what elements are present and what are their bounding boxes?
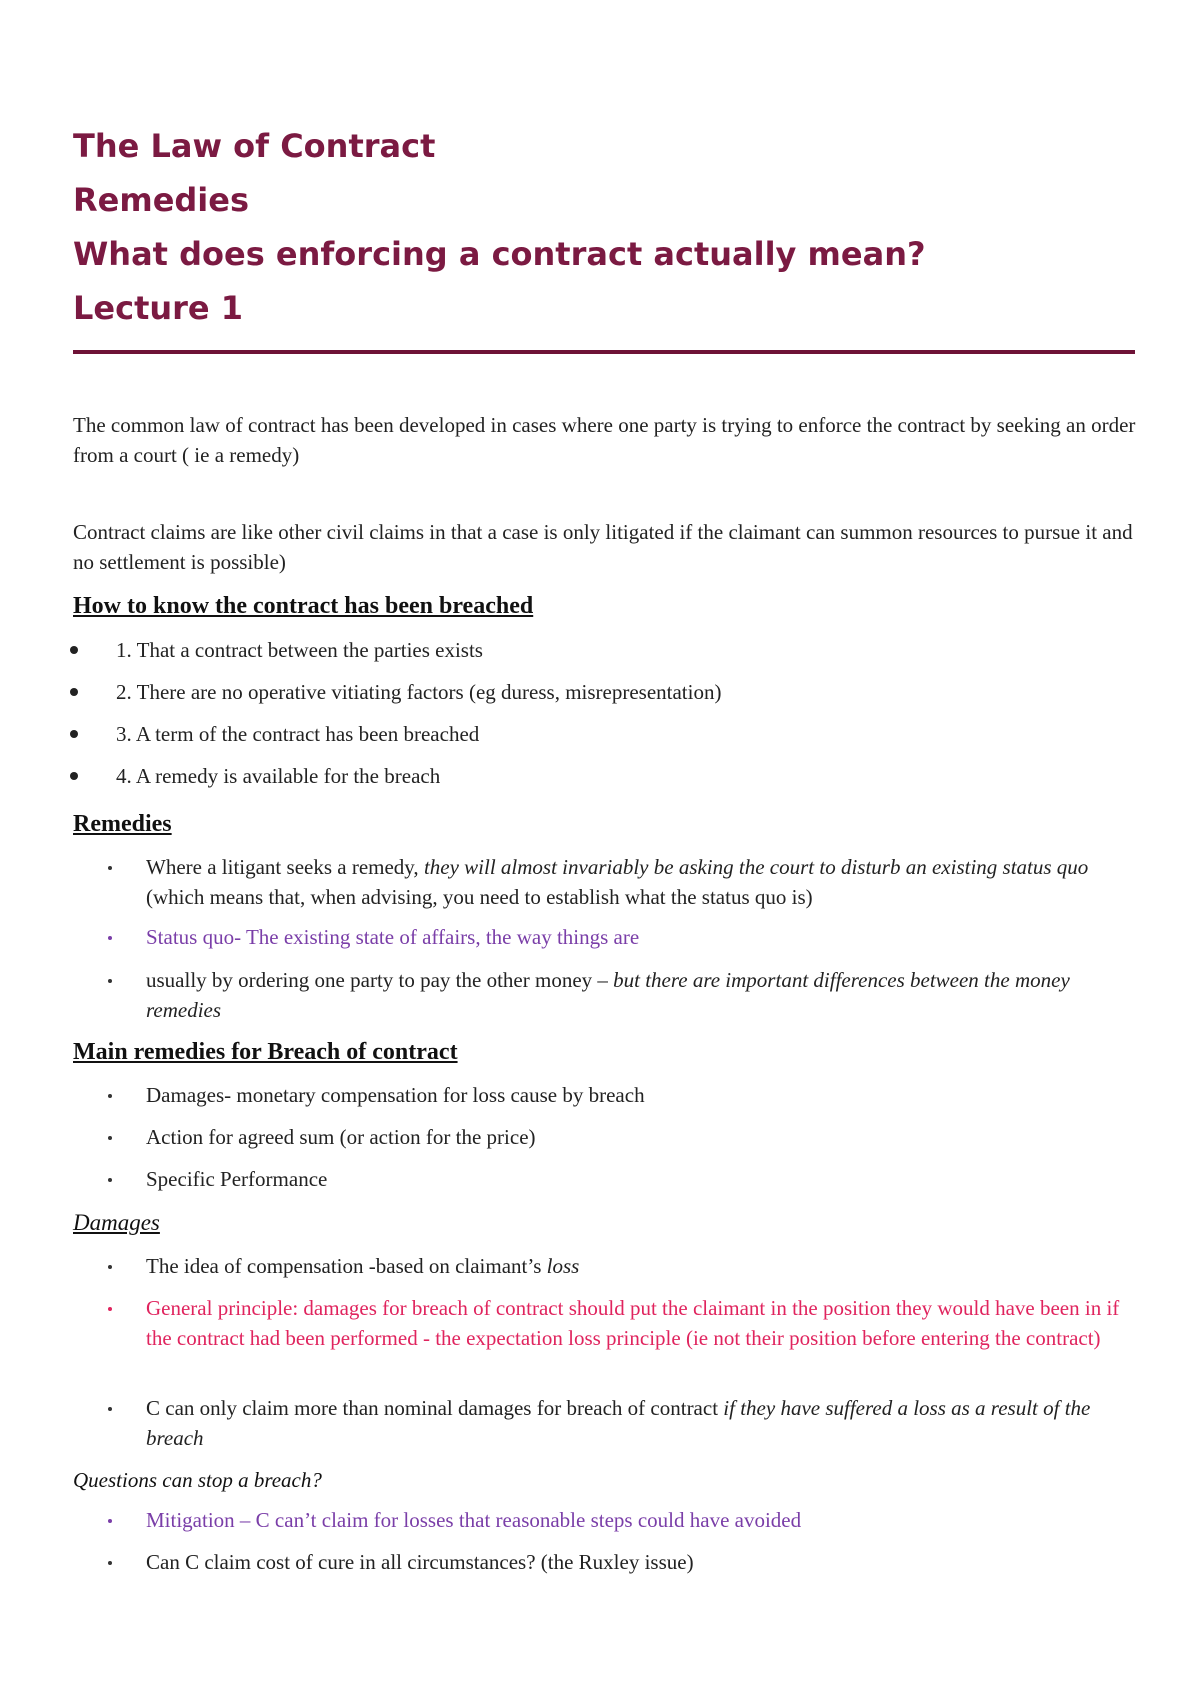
remedies-heading: Remedies bbox=[73, 811, 172, 837]
bullet-icon bbox=[70, 772, 78, 780]
document-subtitle-remedies: Remedies bbox=[73, 181, 250, 219]
breach-heading: How to know the contract has been breached bbox=[73, 593, 534, 619]
bullet-icon bbox=[108, 1265, 112, 1269]
bullet-icon bbox=[108, 1407, 112, 1411]
bullet-icon bbox=[108, 866, 112, 870]
damages-heading: Damages bbox=[73, 1210, 160, 1235]
bullet-icon bbox=[108, 1136, 112, 1140]
bullet-icon bbox=[70, 646, 78, 654]
bullet-icon bbox=[108, 979, 112, 983]
intro-paragraph-2: Contract claims are like other civil claims in that a case is only litigated if the claimant can summon resources to pursue it and no settlement is possible) bbox=[73, 520, 1133, 574]
bullet-icon bbox=[70, 730, 78, 738]
document-title: The Law of Contract bbox=[73, 127, 436, 165]
bullet-icon bbox=[70, 688, 78, 696]
lecture-label: Lecture 1 bbox=[73, 289, 244, 327]
document-page: The Law of Contract Remedies What does enforcing a contract actually mean? Lecture 1 The common law of contract has been developed in cases where one party is trying to enforce the contract by seeking an order from a court ( ie a remedy) Contract claims are like other civil claims in that a case is only litigated if the claimant can summon resources to pursue it and no settlement is possible) How to know the contract has been breached 1. That a contract between the parties exists 2. There are no operative vitiating factors (eg duress, misrepresentation) 3. A term of the contract has been breached 4. A remedy is available for the breach Remedies Where a litigant seeks a remedy, they will almost invariably be asking the court to disturb an existing status quo (which means that, when advising, you need to establish what the status quo is) Status quo- The existing state of affairs, the way things are usually by ordering one party to pay the other money – but there are important differences between the money remedies Main remedies for Breach of contract Damages- monetary compensation for loss cause by breach Action for agreed sum (or action for the price) Specific Performance Damages The idea of compensation -based on claimant’s loss General principle: damages for breach of contract should put the claimant in the position they would have been in if the contract had been performed - the expectation loss principle (ie not their position before entering the contract) C can only claim more than nominal damages for breach of contract if they have suffered a loss as a result of the breach Questions can stop a breach? Mitigation – C can’t claim for losses that reasonable steps could have avoided Can C claim cost of cure in all circumstances? (the Ruxley issue) bbox=[0, 0, 1200, 1698]
questions-heading: Questions can stop a breach? bbox=[73, 1468, 322, 1492]
bullet-icon bbox=[108, 936, 112, 940]
bullet-icon bbox=[108, 1519, 112, 1523]
main-remedies-heading: Main remedies for Breach of contract bbox=[73, 1039, 458, 1065]
intro-paragraph-1: The common law of contract has been developed in cases where one party is trying to enforce the contract by seeking an order from a court ( ie a remedy) bbox=[73, 413, 1136, 467]
bullet-icon bbox=[108, 1307, 112, 1311]
bullet-icon bbox=[108, 1561, 112, 1565]
bullet-icon bbox=[108, 1178, 112, 1182]
bullet-icon bbox=[108, 1094, 112, 1098]
title-divider bbox=[73, 350, 1135, 354]
document-question-title: What does enforcing a contract actually mean? bbox=[73, 235, 926, 273]
